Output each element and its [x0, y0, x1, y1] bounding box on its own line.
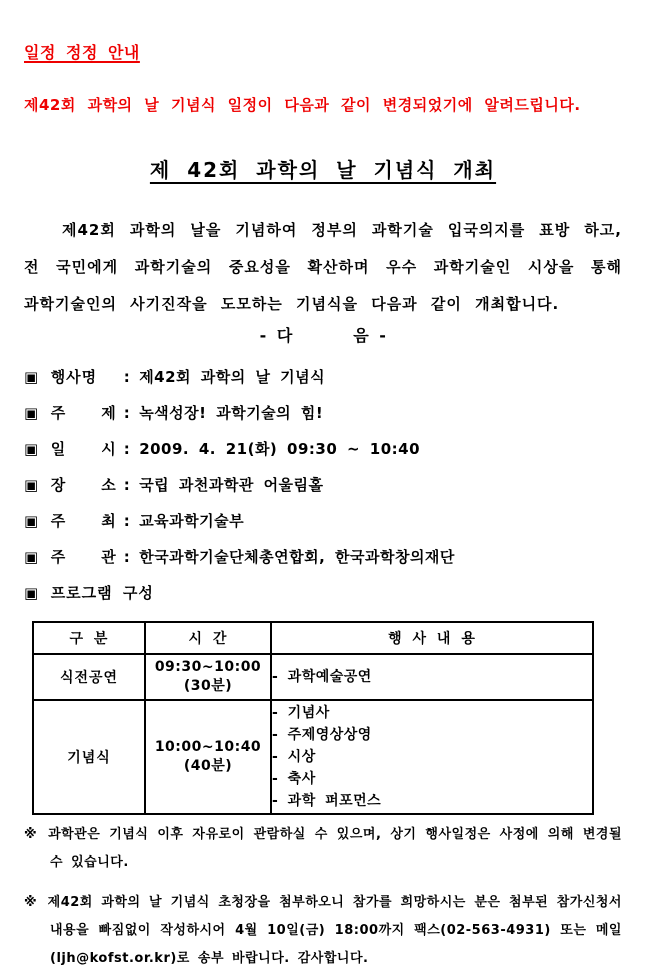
event-item: - 과학 퍼포먼스	[272, 793, 382, 809]
detail-value: 2009. 4. 21(화) 09:30 ~ 10:40	[139, 440, 421, 458]
event-item: - 과학예술공연	[272, 669, 372, 685]
detail-label: 일 시	[50, 440, 117, 458]
detail-label: 프로그램 구성	[50, 584, 154, 602]
footnote-text: 제42회 과학의 날 기념식 초청장을 첨부하오니 참가를 희망하시는 분은 첨부된 참가신청서 내용을 빠짐없이 작성하시어 4월 10일(금) 18:00까지 팩스(02-563-4931) 또는 메일 (ljh@kofst.or.kr)로 송부 바랍니다. 감사합니다.	[47, 895, 622, 966]
detail-label: 주 제	[50, 404, 117, 422]
detail-colon: :	[123, 476, 131, 494]
detail-label: 주 관	[50, 548, 117, 566]
document-title: 제 42회 과학의 날 기념식 개최	[149, 158, 497, 182]
detail-item-program	[24, 575, 622, 611]
time-range: 10:00~10:40	[154, 739, 262, 755]
detail-value: 제42회 과학의 날 기념식	[139, 368, 326, 386]
notice-heading: 일정 정정 안내	[24, 43, 140, 62]
detail-value: 녹색성장! 과학기술의 힘!	[139, 404, 324, 422]
square-bullet-icon: ▣	[24, 548, 39, 566]
detail-item-host	[24, 503, 622, 539]
cell-event-content	[271, 700, 593, 814]
detail-colon: :	[123, 368, 131, 386]
square-bullet-icon: ▣	[24, 440, 39, 458]
square-bullet-icon: ▣	[24, 512, 39, 530]
detail-value: 국립 과천과학관 어울림홀	[139, 476, 324, 494]
cell-category: 기념식	[33, 700, 145, 814]
event-item: - 주제영상상영	[272, 727, 372, 743]
cell-category: 식전공연	[33, 654, 145, 700]
square-bullet-icon: ▣	[24, 476, 39, 494]
detail-label: 장 소	[50, 476, 117, 494]
reference-mark-icon: ※	[24, 827, 39, 842]
detail-item-theme	[24, 395, 622, 431]
footnote-rsvp	[24, 889, 622, 973]
time-duration: (30분)	[183, 678, 233, 694]
detail-colon: :	[123, 512, 131, 530]
detail-value: 교육과학기술부	[139, 512, 245, 530]
time-duration: (40분)	[183, 758, 233, 774]
reference-mark-icon: ※	[24, 895, 38, 910]
detail-item-datetime	[24, 431, 622, 467]
detail-item-venue	[24, 467, 622, 503]
cell-time	[145, 654, 271, 700]
event-item: - 기념사	[272, 705, 330, 721]
daum-divider: - 다 음 -	[259, 326, 387, 345]
program-table-header-row	[33, 622, 593, 654]
event-item: - 시상	[272, 749, 316, 765]
header-event-content: 행 사 내 용	[271, 622, 593, 654]
cell-time	[145, 700, 271, 814]
notice-body: 제42회 과학의 날 기념식 일정이 다음과 같이 변경되었기에 알려드립니다.	[24, 96, 581, 114]
cell-event-content	[271, 654, 593, 700]
program-table	[32, 621, 594, 815]
header-time: 시 간	[145, 622, 271, 654]
square-bullet-icon: ▣	[24, 404, 39, 422]
detail-colon: :	[123, 548, 131, 566]
header-category: 구 분	[33, 622, 145, 654]
time-range: 09:30~10:00	[154, 659, 262, 675]
detail-value: 한국과학기술단체총연합회, 한국과학창의재단	[139, 548, 455, 566]
event-details-list	[24, 359, 622, 611]
footnote-viewing	[24, 821, 622, 877]
detail-colon: :	[123, 440, 131, 458]
footnote-text: 과학관은 기념식 이후 자유로이 관람하실 수 있으며, 상기 행사일정은 사정에 의해 변경될 수 있습니다.	[48, 827, 623, 870]
square-bullet-icon: ▣	[24, 368, 39, 386]
detail-item-event-name	[24, 359, 622, 395]
square-bullet-icon: ▣	[24, 584, 39, 602]
detail-colon: :	[123, 404, 131, 422]
table-row-ceremony	[33, 700, 593, 814]
detail-label: 행사명	[50, 368, 98, 386]
title-row	[24, 156, 622, 184]
event-item: - 축사	[272, 771, 316, 787]
table-row-pre-ceremony	[33, 654, 593, 700]
detail-item-organizer	[24, 539, 622, 575]
detail-label: 주 최	[50, 512, 117, 530]
intro-paragraph: 제42회 과학의 날을 기념하여 정부의 과학기술 입국의지를 표방 하고, 전 국민에게 과학기술의 중요성을 확산하며 우수 과학기술인 시상을 통해 과학기술인의 사기진작을 도모하는 기념식을 다음과 같이 개최합니다.	[24, 221, 622, 313]
